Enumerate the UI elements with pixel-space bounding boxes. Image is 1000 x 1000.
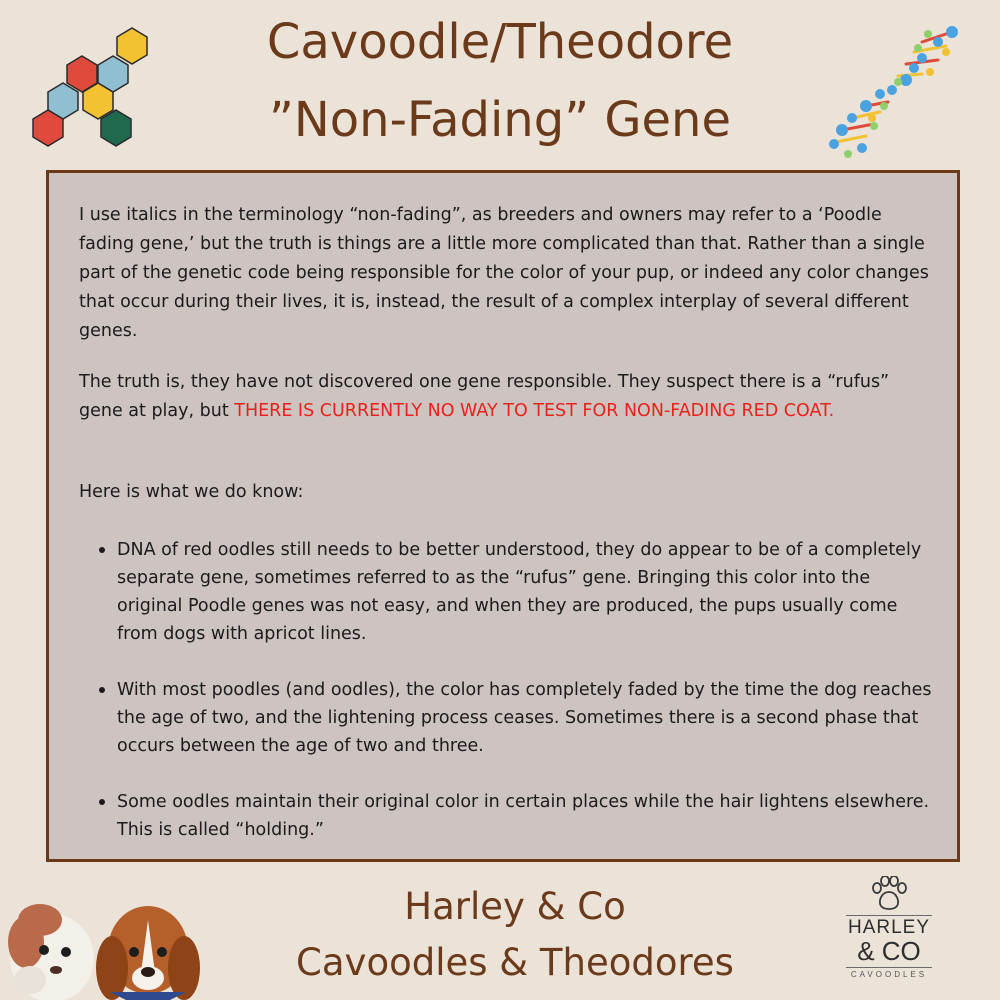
footer-brand-line-2: Cavoodles & Theodores bbox=[296, 941, 734, 984]
known-facts-list bbox=[97, 536, 937, 872]
dna-helix-icon bbox=[822, 22, 962, 162]
logo-divider bbox=[846, 915, 932, 916]
footer-brand-line-1: Harley & Co bbox=[404, 885, 626, 928]
page-title-line-2: ”Non-Fading” Gene bbox=[269, 92, 731, 148]
bullet-icon bbox=[99, 687, 105, 693]
intro-paragraph: I use italics in the terminology “non-fading”, as breeders and owners may refer to a ‘Poodle fading gene,’ but the truth is things are a little more complicated than that. Rather than a single part of the genetic code being responsible for the color of your pup, or indeed any color changes that occur during their lives, it is, instead, the result of a complex interplay of several different genes. bbox=[79, 205, 929, 341]
logo-co: & CO bbox=[857, 936, 921, 966]
paw-icon bbox=[869, 876, 909, 912]
truth-paragraph-text: The truth is, they have not discovered one gene responsible. They suspect there is a “rufus” gene at play, but bbox=[79, 372, 890, 421]
logo-subtitle: CAVOODLES bbox=[850, 970, 928, 979]
no-test-warning: THERE IS CURRENTLY NO WAY TO TEST FOR NON-FADING RED COAT. bbox=[234, 401, 835, 421]
list-item bbox=[97, 788, 937, 844]
content-box bbox=[46, 170, 960, 862]
truth-paragraph bbox=[79, 368, 929, 426]
list-item-text: Some oodles maintain their original color in certain places while the hair lightens elsewhere. This is called “holding.” bbox=[117, 792, 930, 840]
bullet-icon bbox=[99, 799, 105, 805]
brand-logo bbox=[836, 876, 942, 996]
puppies-photo bbox=[0, 880, 200, 1000]
list-item-text: With most poodles (and oodles), the color has completely faded by the time the dog reaches the age of two, and the lightening process ceases. Sometimes there is a second phase that occurs between the age of two and three. bbox=[117, 680, 932, 756]
logo-name: HARLEY bbox=[847, 917, 931, 938]
bullet-icon bbox=[99, 547, 105, 553]
list-item bbox=[97, 676, 937, 760]
hexagon-molecule-icon bbox=[28, 26, 158, 156]
list-item bbox=[97, 536, 937, 648]
known-facts-heading: Here is what we do know: bbox=[79, 482, 304, 502]
logo-divider bbox=[846, 967, 932, 968]
page-title-line-1: Cavoodle/Theodore bbox=[266, 14, 734, 70]
list-item-text: DNA of red oodles still needs to be better understood, they do appear to be of a completely separate gene, sometimes referred to as the “rufus” gene. Bringing this color into the original Poodle genes was not easy, and when they are produced, the pups usually come from dogs with apricot lines. bbox=[117, 540, 922, 644]
